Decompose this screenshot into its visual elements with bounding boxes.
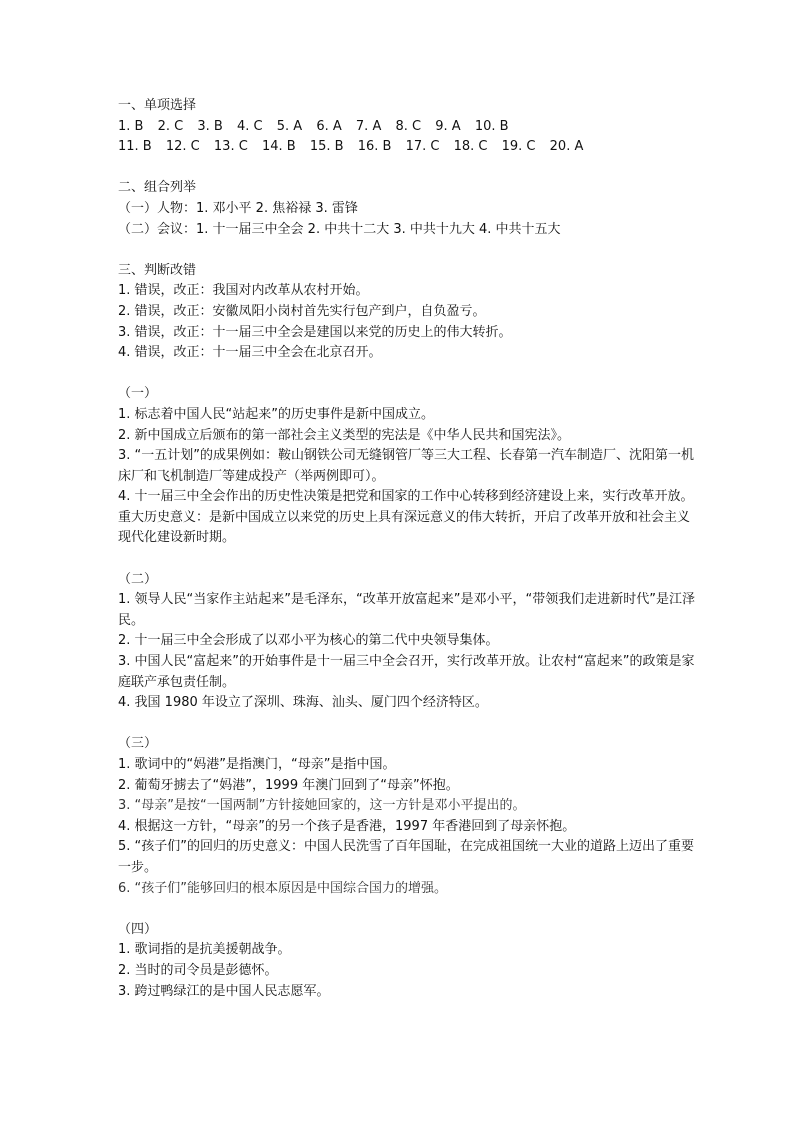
answer-row-2 <box>118 137 698 158</box>
answer-item: 13. C <box>213 139 248 155</box>
answer-item: 2. C <box>157 118 184 134</box>
part1-item: 2. 新中国成立后颁布的第一部社会主义类型的宪法是《中华人民共和国宪法》。 <box>118 427 571 443</box>
part3-item: 2. 葡萄牙掳去了“妈港”，1999 年澳门回到了“母亲”怀抱。 <box>118 777 459 793</box>
part2-item: 1. 领导人民“当家作主站起来”是毛泽东，“改革开放富起来”是邓小平，“带领我们走进新时代”是江泽民。 <box>118 592 695 628</box>
answer-item: 14. B <box>261 139 296 155</box>
answer-item: 11. B <box>118 139 152 155</box>
answer-sheet <box>118 96 698 1002</box>
part4-item: 2. 当时的司令员是彭德怀。 <box>118 962 278 978</box>
part1-item: 3. “一五计划”的成果例如：鞍山钢铁公司无缝钢管厂等三大工程、长春第一汽车制造厂、沈阳第一机床厂和飞机制造厂等建成投产（举两例即可）。 <box>118 448 695 484</box>
correction-item: 2. 错误，改正：安徽凤阳小岗村首先实行包产到户，自负盈亏。 <box>118 303 486 319</box>
section3-heading: 三、判断改错 <box>118 262 197 278</box>
answer-item: 1. B <box>118 118 144 134</box>
answer-row-1 <box>118 117 698 138</box>
part1-item: 4. 十一届三中全会作出的历史性决策是把党和国家的工作中心转移到经济建设上来，实行改革开放。重大历史意义：是新中国成立以来党的历史上具有深远意义的伟大转折，开启了改革开放和社会主义现代化建设新时期。 <box>118 489 694 546</box>
people-list: （一）人物：1. 邓小平 2. 焦裕禄 3. 雷锋 <box>118 200 358 216</box>
correction-item: 4. 错误，改正：十一届三中全会在北京召开。 <box>118 345 382 361</box>
part1-heading: （一） <box>118 386 158 402</box>
answer-item: 5. A <box>276 118 303 134</box>
part3-item: 3. “母亲”是按“一国两制”方针接她回家的，这一方针是邓小平提出的。 <box>118 798 526 814</box>
part3-heading: （三） <box>118 736 158 752</box>
answer-item: 3. B <box>197 118 223 134</box>
part2-item: 2. 十一届三中全会形成了以邓小平为核心的第二代中央领导集体。 <box>118 633 499 649</box>
part4-item: 1. 歌词指的是抗美援朝战争。 <box>118 942 291 958</box>
answer-item: 6. A <box>316 118 342 134</box>
answer-item: 7. A <box>355 118 382 134</box>
meetings-list: （二）会议：1. 十一届三中全会 2. 中共十二大 3. 中共十九大 4. 中共十五大 <box>118 221 561 237</box>
answer-item: 12. C <box>165 139 200 155</box>
answer-item: 18. C <box>453 139 488 155</box>
correction-item: 3. 错误，改正：十一届三中全会是建国以来党的历史上的伟大转折。 <box>118 324 512 340</box>
answer-item: 15. B <box>309 139 344 155</box>
answer-item: 17. C <box>405 139 440 155</box>
answer-item: 16. B <box>357 139 392 155</box>
part3-item: 4. 根据这一方针，“母亲”的另一个孩子是香港，1997 年香港回到了母亲怀抱。 <box>118 818 576 834</box>
answer-item: 10. B <box>474 118 509 134</box>
part3-item: 1. 歌词中的“妈港”是指澳门，“母亲”是指中国。 <box>118 757 396 772</box>
part4-item: 3. 跨过鸭绿江的是中国人民志愿军。 <box>118 983 330 999</box>
section2-heading: 二、组合列举 <box>118 180 197 196</box>
correction-item: 1. 错误，改正：我国对内改革从农村开始。 <box>118 283 369 299</box>
answer-item: 9. A <box>435 118 461 134</box>
part2-heading: （二） <box>118 571 158 587</box>
answer-item: 4. C <box>236 118 263 134</box>
part1-item: 1. 标志着中国人民“站起来”的历史事件是新中国成立。 <box>118 406 435 422</box>
part2-item: 3. 中国人民“富起来”的开始事件是十一届三中全会召开，实行改革开放。让农村“富起来”的政策是家庭联产承包责任制。 <box>118 654 695 690</box>
answer-item: 19. C <box>501 139 536 155</box>
section1-heading: 一、单项选择 <box>118 98 197 113</box>
answer-item: 8. C <box>395 118 422 134</box>
part2-item: 4. 我国 1980 年设立了深圳、珠海、汕头、厦门四个经济特区。 <box>118 695 488 711</box>
part4-heading: （四） <box>118 921 158 937</box>
part3-item: 6. “孩子们”能够回归的根本原因是中国综合国力的增强。 <box>118 880 448 896</box>
part3-item: 5. “孩子们”的回归的历史意义：中国人民洗雪了百年国耻，在完成祖国统一大业的道路上迈出了重要一步。 <box>118 839 695 875</box>
answer-item: 20. A <box>549 139 584 155</box>
